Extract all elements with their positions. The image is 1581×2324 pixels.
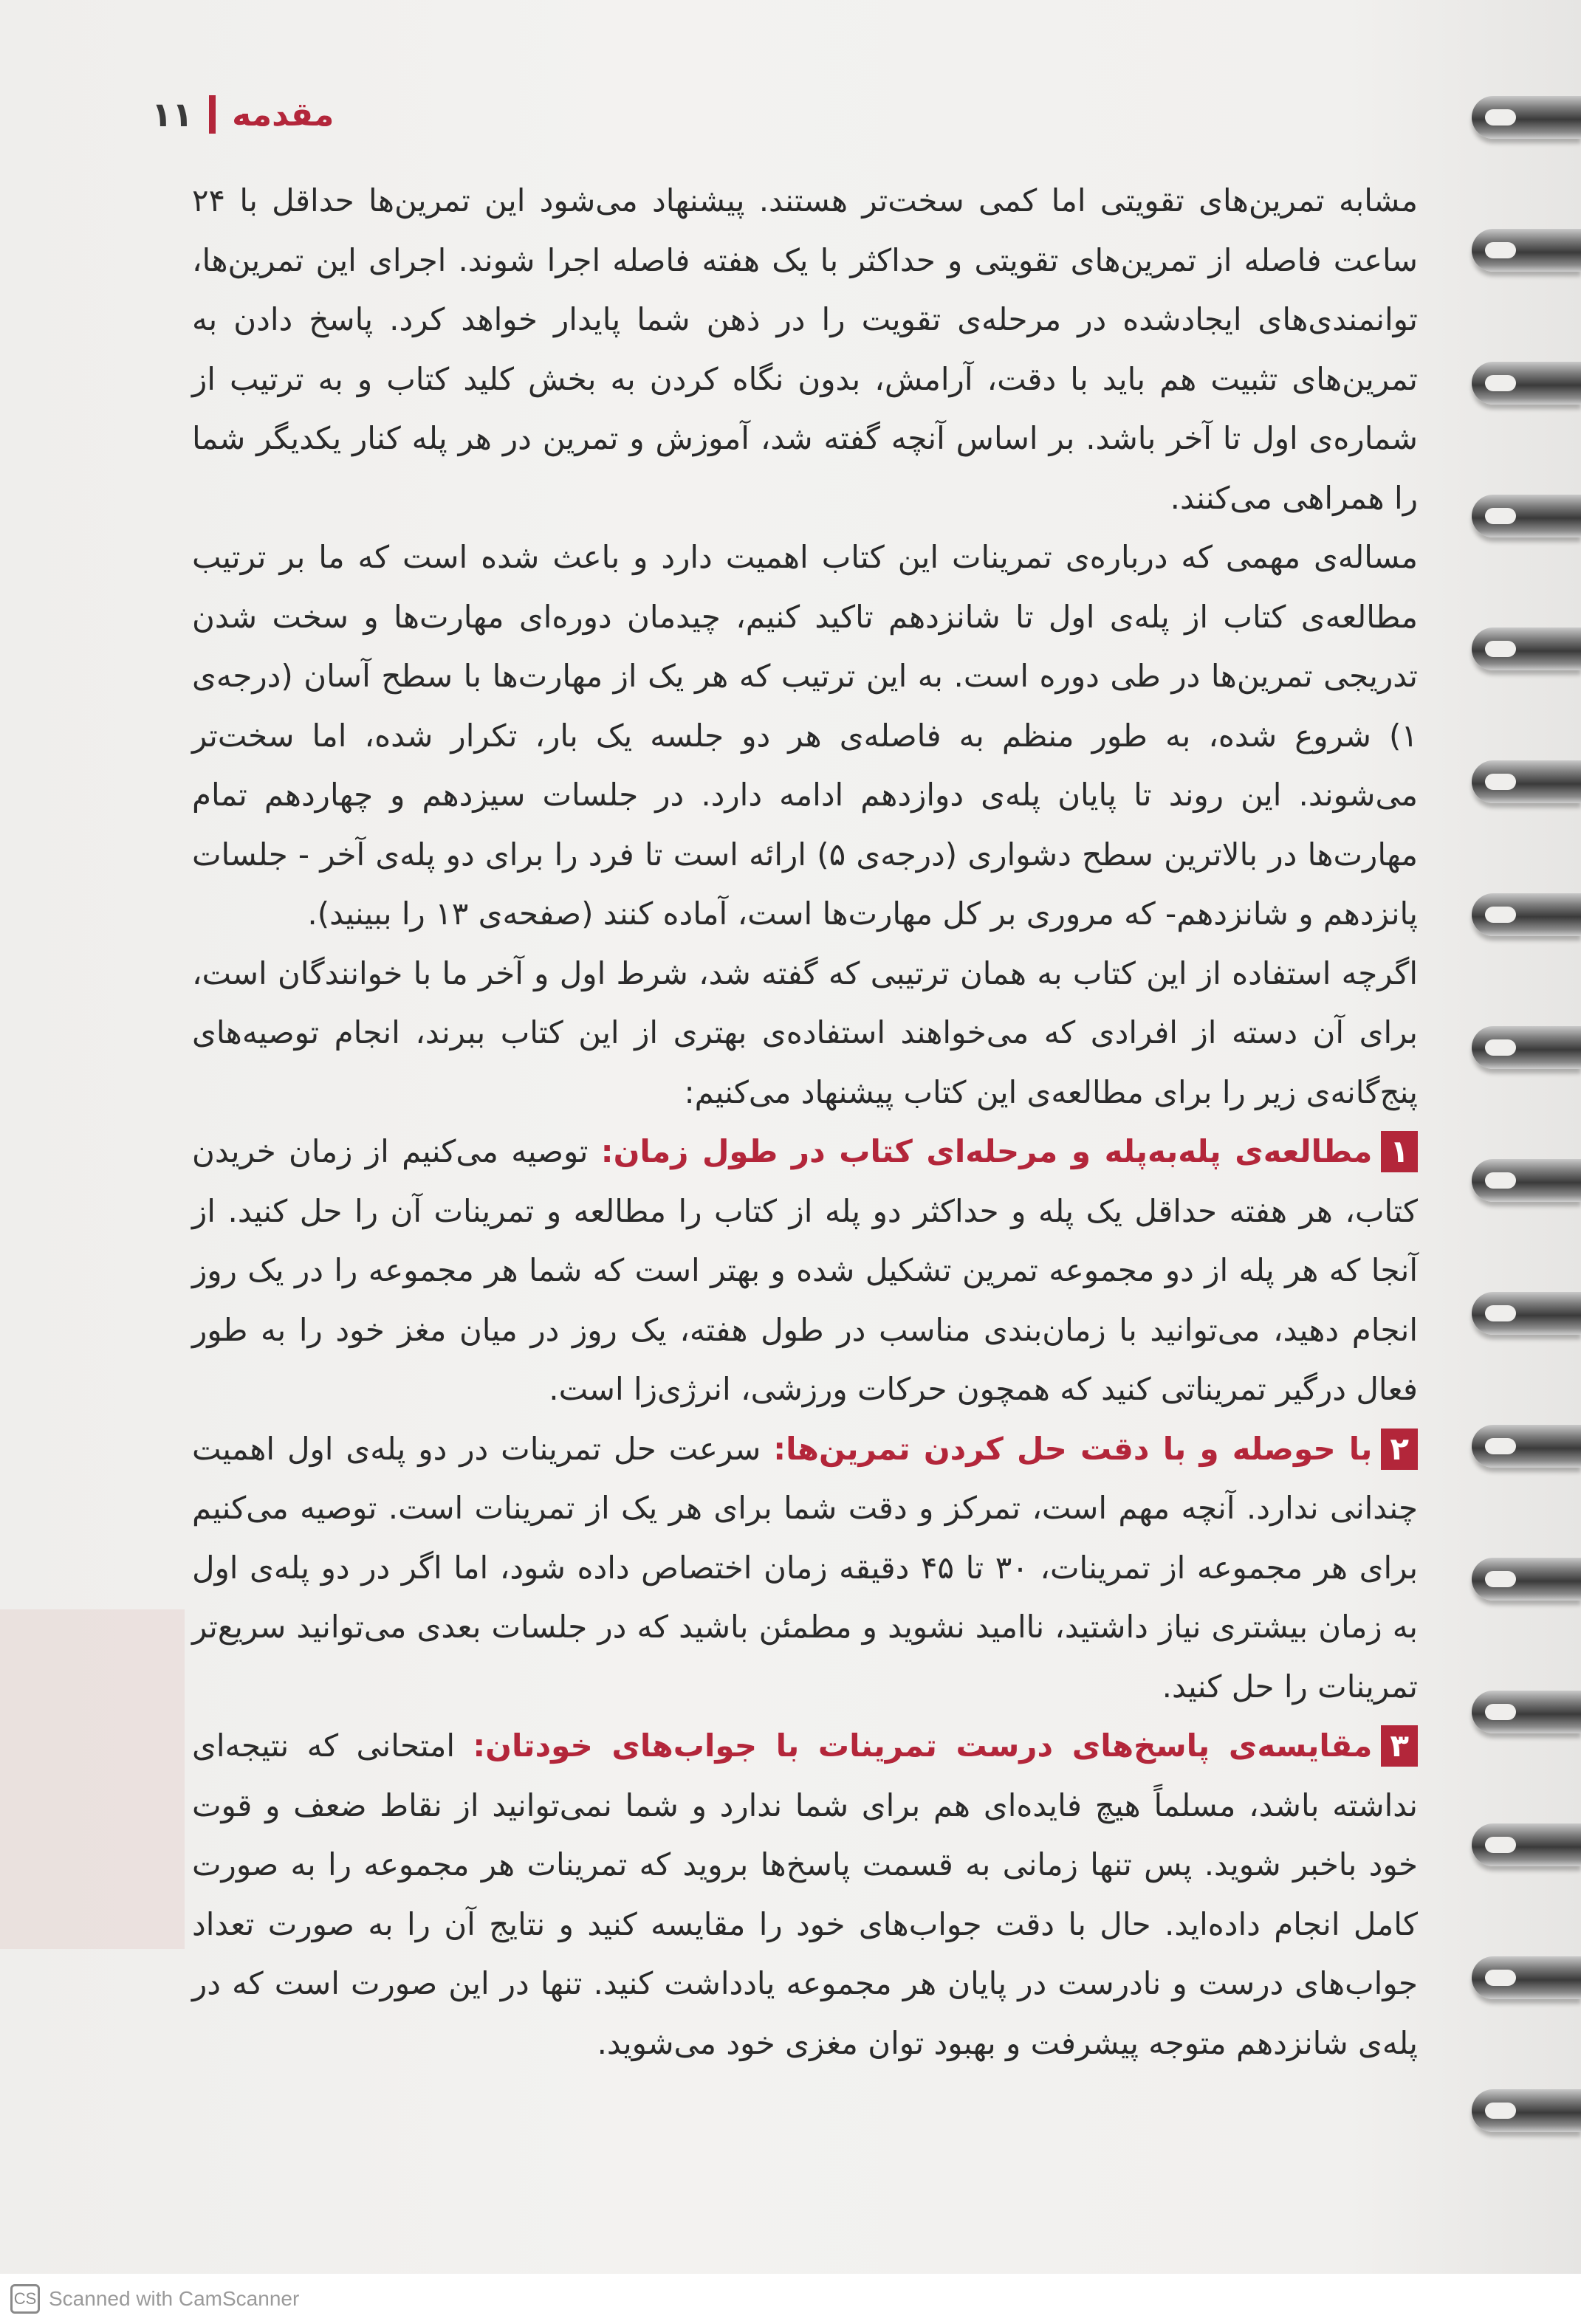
body-text [192, 171, 1418, 2073]
spiral-coil [1472, 893, 1581, 936]
spiral-coil [1472, 229, 1581, 272]
spiral-coil [1472, 1292, 1581, 1335]
list-item [192, 1420, 1418, 1717]
list-item [192, 1122, 1418, 1420]
spiral-coil [1472, 1425, 1581, 1468]
spiral-coil [1472, 96, 1581, 139]
item-title: مطالعه‌ی پله‌به‌پله و مرحله‌ای کتاب در طول زمان: [600, 1133, 1373, 1169]
spiral-coil [1472, 362, 1581, 405]
header-divider [209, 95, 216, 134]
section-title: مقدمه [232, 95, 335, 134]
spiral-coil [1472, 1956, 1581, 1999]
spiral-coil [1472, 495, 1581, 537]
item-text: امتحانی که نتیجه‌ای نداشته باشد، مسلماً هیچ فایده‌ای هم برای شما ندارد و شما نمی‌توانید از نقاط ضعف و قوت خود باخبر شوید. پس تنها زمانی به قسمت پاسخ‌ها بروید که تمرینات هر مجموعه را به صورت کامل انجام داده‌اید. حال با دقت جواب‌های خود را مقایسه کنید و نتایج آن را به صورت تعداد جواب‌های درست و نادرست در پایان هر مجموعه یادداشت کنید. تنها در این صورت است که در پله‌ی شانزدهم متوجه پیشرفت و بهبود توان مغزی خود می‌شوید. [192, 1727, 1418, 2061]
item-number-badge: ۲ [1381, 1429, 1418, 1470]
scanner-watermark-text: Scanned with CamScanner [49, 2287, 300, 2310]
background-tint [0, 1609, 185, 1949]
spiral-coil [1472, 1026, 1581, 1069]
item-title: مقایسه‌ی پاسخ‌های درست تمرینات با جواب‌های خودتان: [473, 1727, 1373, 1764]
scanner-footer [0, 2274, 1581, 2324]
spiral-coil [1472, 2089, 1581, 2132]
spiral-coil [1472, 1691, 1581, 1733]
spiral-coil [1472, 1558, 1581, 1601]
page-header [151, 94, 334, 134]
spiral-coil [1472, 1159, 1581, 1202]
list-item [192, 1716, 1418, 2073]
spiral-coil [1472, 1823, 1581, 1866]
page-number: ۱۱ [151, 94, 193, 134]
spiral-binding [1470, 74, 1581, 2259]
spiral-coil [1472, 628, 1581, 670]
item-number-badge: ۳ [1381, 1725, 1418, 1767]
camscanner-logo-icon: CS [10, 2284, 40, 2314]
item-number-badge: ۱ [1381, 1131, 1418, 1172]
item-title: با حوصله و با دقت حل کردن تمرین‌ها: [773, 1430, 1373, 1467]
paragraph: اگرچه استفاده از این کتاب به همان ترتیبی که گفته شد، شرط اول و آخر ما با خوانندگان است، برای آن دسته از افرادی که می‌خواهند استفاده‌ی بهتری از این کتاب ببرند، انجام توصیه‌های پنج‌گانه‌ی زیر را برای مطالعه‌ی این کتاب پیشنهاد می‌کنیم: [192, 955, 1418, 1110]
paragraph: مشابه تمرین‌های تقویتی اما کمی سخت‌تر هستند. پیشنهاد می‌شود این تمرین‌ها حداقل با ۲۴ ساعت فاصله از تمرین‌های تقویتی و حداکثر با یک هفته فاصله اجرا شوند. اجرای این تمرین‌ها، توانمندی‌های ایجادشده در مرحله‌ی تقویت را در ذهن شما پایدار خواهد کرد. پاسخ دادن به تمرین‌های تثبیت هم باید با دقت، آرامش، بدون نگاه کردن به بخش کلید کتاب و به ترتیب از شماره‌ی اول تا آخر باشد. بر اساس آنچه گفته شد، آموزش و تمرین در هر پله کنار یکدیگر شما را همراهی می‌کنند. [192, 182, 1418, 516]
item-text: سرعت حل تمرینات در دو پله‌ی اول اهمیت چندانی ندارد. آنچه مهم است، تمرکز و دقت شما برای هر یک از تمرینات است. توصیه می‌کنیم برای هر مجموعه از تمرینات، ۳۰ تا ۴۵ دقیقه زمان اختصاص داده شود، اما اگر در دو پله‌ی اول به زمان بیشتری نیاز داشتید، ناامید نشوید و مطمئن باشید که در جلسات بعدی می‌توانید سریع‌تر تمرینات را حل کنید. [192, 1430, 1419, 1705]
spiral-coil [1472, 760, 1581, 803]
item-text: توصیه می‌کنیم از زمان خریدن کتاب، هر هفته حداقل یک پله و حداکثر دو پله از کتاب را مطالعه و تمرینات آن را حل کنید. از آنجا که هر پله از دو مجموعه تمرین تشکیل شده و بهتر است که شما هر مجموعه را در یک روز انجام دهید، می‌توانید با زمان‌بندی مناسب در طول هفته، یک روز در میان مغز خود را به طور فعال درگیر تمریناتی کنید که همچون حرکات ورزشی، انرژی‌زا است. [192, 1133, 1418, 1407]
paragraph: مساله‌ی مهمی که درباره‌ی تمرینات این کتاب اهمیت دارد و باعث شده است که ما بر ترتیب مطالعه‌ی کتاب از پله‌ی اول تا شانزدهم تاکید کنیم، چیدمان دوره‌ای مهارت‌ها و سخت شدن تدریجی تمرین‌ها در طی دوره است. به این ترتیب که هر یک از مهارت‌ها با سطح آسان (درجه‌ی ۱) شروع شده، به طور منظم به فاصله‌ی هر دو جلسه یک بار، تکرار شده، اما سخت‌تر می‌شوند. این روند تا پایان پله‌ی دوازدهم ادامه دارد. در جلسات سیزدهم و چهاردهم تمام مهارت‌ها در بالاترین سطح دشواری (درجه‌ی ۵) ارائه است تا فرد را برای دو پله‌ی آخر - جلسات پانزدهم و شانزدهم- که مروری بر کل مهارت‌ها است، آماده کنند (صفحه‌ی ۱۳ را ببینید). [192, 539, 1418, 932]
